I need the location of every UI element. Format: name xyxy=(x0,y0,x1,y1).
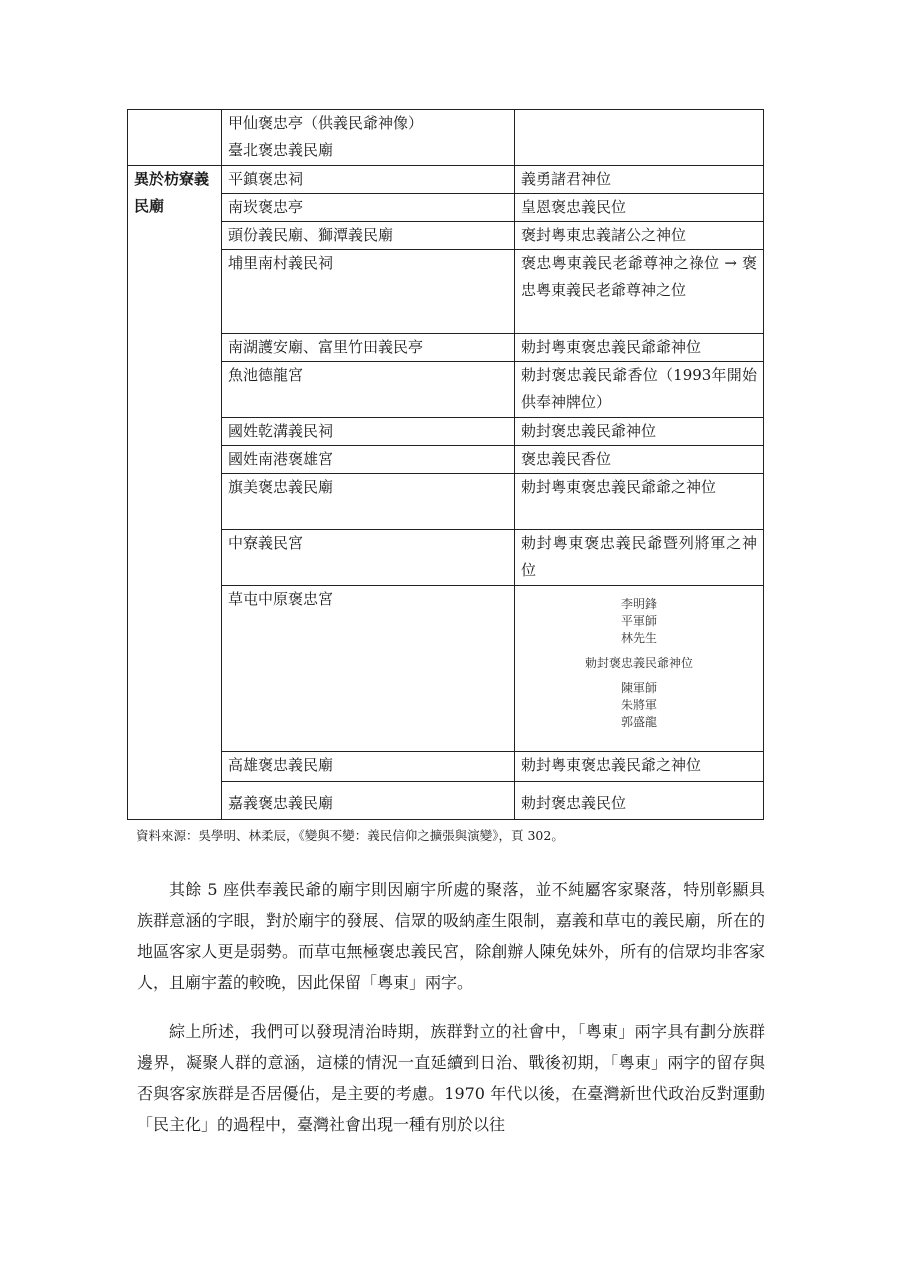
temple-name: 旗美褒忠義民廟 xyxy=(222,474,515,530)
temple-name: 中寮義民宮 xyxy=(222,530,515,586)
table-row xyxy=(128,110,764,166)
deity-name: 李明鋒 xyxy=(620,597,657,611)
temple-name: 臺北褒忠義民廟 xyxy=(228,141,334,159)
tablet-inscription: 勅封褒忠義民爺神位 xyxy=(515,418,764,446)
table-row xyxy=(128,446,764,474)
tablet-inscription: 勅封粵東褒忠義民爺暨列將軍之神位 xyxy=(515,530,764,586)
deity-name: 朱將軍 xyxy=(620,698,657,712)
tablet-inscription: 勅封粵東褒忠義民爺爺神位 xyxy=(515,334,764,362)
tablet-inscription: 褒忠義民香位 xyxy=(515,446,764,474)
tablet-layout-cell xyxy=(515,586,764,752)
deity-name: 林先生 xyxy=(620,631,657,645)
deity-name: 郭盛龍 xyxy=(620,715,657,729)
tablet-inscription: 褒忠粵東義民老爺尊神之祿位 → 褒忠粵東義民老爺尊神之位 xyxy=(515,250,764,334)
table-row xyxy=(128,222,764,250)
temple-cell xyxy=(222,110,515,166)
body-paragraph: 其餘 5 座供奉義民爺的廟宇則因廟宇所處的聚落，並不純屬客家聚落，特別彰顯具族群意涵的字眼，對於廟宇的發展、信眾的吸納產生限制，嘉義和草屯的義民廟，所在的地區客家人更是弱勢。而草屯無極褒忠義民宮，除創辦人陳免妹外，所有的信眾均非客家人，且廟宇蓋的較晚，因此保留「粵東」兩字。 xyxy=(137,880,765,992)
table-row xyxy=(128,334,764,362)
tablet-inscription: 勅封褒忠義民爺香位（1993年開始供奉神牌位） xyxy=(515,362,764,418)
temple-name: 南湖護安廟、富里竹田義民亭 xyxy=(222,334,515,362)
temple-name: 草屯中原褒忠宮 xyxy=(222,586,515,752)
tablet-inscription: 義勇諸君神位 xyxy=(515,166,764,194)
temple-name: 嘉義褒忠義民廟 xyxy=(222,782,515,820)
table-row xyxy=(128,586,764,752)
table-row xyxy=(128,474,764,530)
temple-tablet-table xyxy=(127,109,764,820)
temple-name: 國姓南港褒雄宮 xyxy=(222,446,515,474)
table-row xyxy=(128,250,764,334)
temple-name: 國姓乾溝義民祠 xyxy=(222,418,515,446)
table-source-note: 資料來源：吳學明、林柔辰，《變與不變：義民信仰之擴張與演變》，頁 302。 xyxy=(136,828,564,843)
tablet-inscription: 勅封粵東褒忠義民爺爺之神位 xyxy=(515,474,764,530)
temple-name: 高雄褒忠義民廟 xyxy=(222,752,515,782)
tablet-inscription: 勅封褒忠義民位 xyxy=(515,782,764,820)
table-row xyxy=(128,194,764,222)
temple-name: 頭份義民廟、獅潭義民廟 xyxy=(222,222,515,250)
temple-name: 平鎮褒忠祠 xyxy=(222,166,515,194)
temple-name: 南崁褒忠亭 xyxy=(222,194,515,222)
category-label: 異於枋寮義民廟 xyxy=(128,166,222,820)
tablet-inscription: 勅封粵東褒忠義民爺之神位 xyxy=(515,752,764,782)
body-paragraph: 綜上所述，我們可以發現清治時期，族群對立的社會中，「粵東」兩字具有劃分族群邊界，凝聚人群的意涵，這樣的情況一直延續到日治、戰後初期，「粵東」兩字的留存與否與客家族群是否居優佔，是主要的考慮。1970 年代以後，在臺灣新世代政治反對運動「民主化」的過程中，臺灣社會出現一種有別於以往 xyxy=(137,1022,765,1134)
table-row xyxy=(128,418,764,446)
category-cell-empty xyxy=(128,110,222,166)
table-row xyxy=(128,752,764,782)
tablet-inscription: 褒封粵東忠義諸公之神位 xyxy=(515,222,764,250)
deity-center-title: 勅封褒忠義民爺神位 xyxy=(584,656,693,670)
deity-name: 陳軍師 xyxy=(620,681,657,695)
temple-name: 魚池德龍宮 xyxy=(222,362,515,418)
temple-name: 埔里南村義民祠 xyxy=(222,250,515,334)
deity-tablet-diagram xyxy=(521,586,757,739)
deity-upper-names xyxy=(521,596,757,647)
tablet-inscription: 皇恩褒忠義民位 xyxy=(515,194,764,222)
table-row xyxy=(128,782,764,820)
deity-lower-names xyxy=(521,680,757,731)
table-row xyxy=(128,530,764,586)
tablet-cell-empty xyxy=(515,110,764,166)
deity-name: 平軍師 xyxy=(620,614,657,628)
table-row xyxy=(128,362,764,418)
table-row xyxy=(128,166,764,194)
temple-name: 甲仙褒忠亭（供義民爺神像） xyxy=(228,114,424,132)
